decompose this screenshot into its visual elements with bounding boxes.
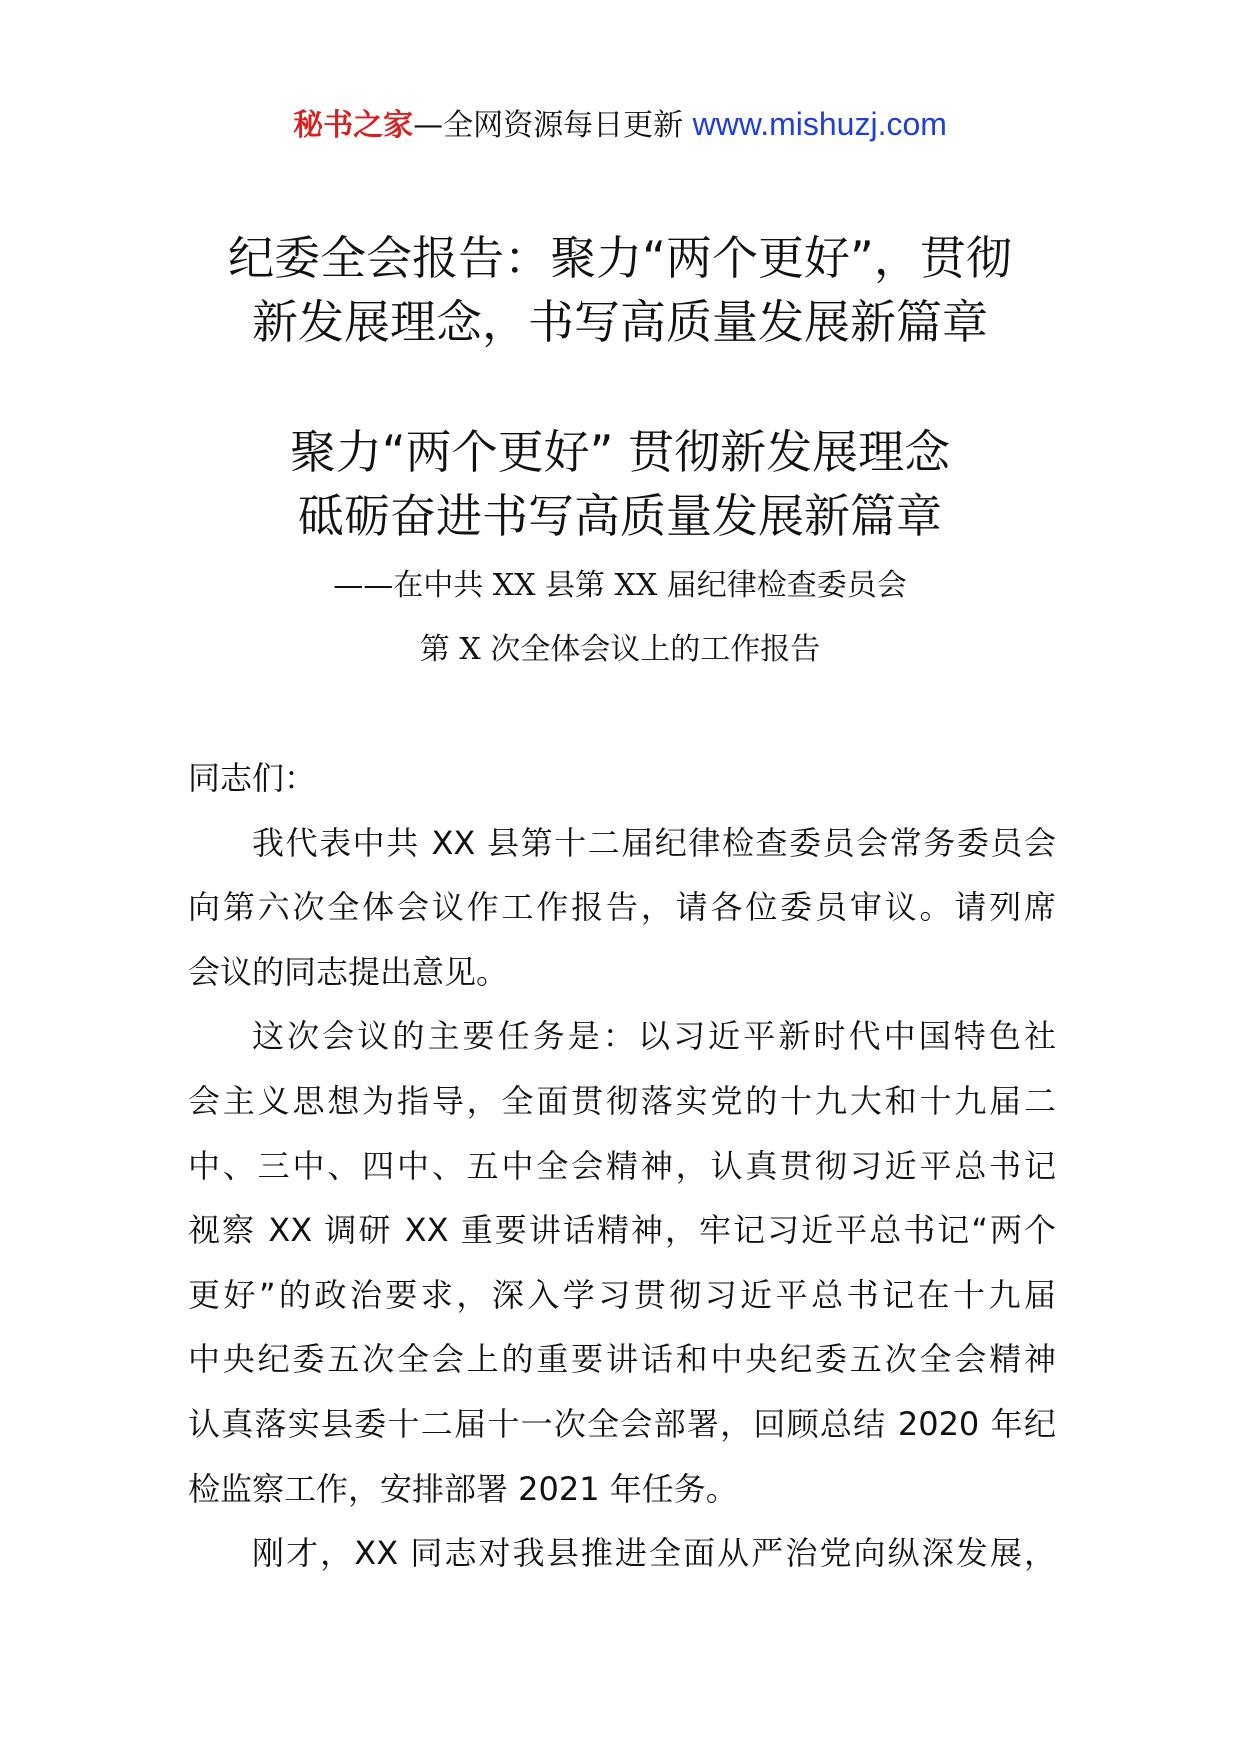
paragraph-line: 这次会议的主要任务是：以习近平新时代中国特色社 xyxy=(252,1017,1056,1056)
paragraph-line: 中、三中、四中、五中全会精神，认真贯彻习近平总书记 xyxy=(188,1146,1056,1185)
brand-name: 秘书之家 xyxy=(293,108,414,143)
paragraph-line: 我代表中共 XX 县第十二届纪律检查委员会常务委员会 xyxy=(252,823,1056,862)
report-title-line: 聚力“两个更好” 贯彻新发展理念 xyxy=(289,425,951,479)
paragraph-line: 更好”的政治要求，深入学习贯彻习近平总书记在十九届 xyxy=(188,1275,1056,1314)
report-title-line: 砥砺奋进书写高质量发展新篇章 xyxy=(298,489,942,543)
paragraph-line: 视察 XX 调研 XX 重要讲话精神，牢记习近平总书记“两个 xyxy=(188,1211,1056,1250)
subtitle-line: 第 X 次全体会议上的工作报告 xyxy=(419,632,821,667)
site-url-link[interactable]: www.mishuzj.com xyxy=(692,106,947,142)
report-body xyxy=(188,746,1056,1586)
document-title xyxy=(180,226,1060,354)
document-title-line: 纪委全会报告：聚力“两个更好”，贯彻 xyxy=(228,231,1012,285)
subtitle-line: ——在中共 XX 县第 XX 届纪律检查委员会 xyxy=(333,568,907,603)
site-banner xyxy=(0,104,1240,146)
banner-tagline: —全网资源每日更新 xyxy=(413,108,693,143)
paragraph-line: 检监察工作，安排部署 2021 年任务。 xyxy=(188,1469,738,1508)
paragraph-line: 刚才，XX 同志对我县推进全面从严治党向纵深发展， xyxy=(252,1534,1056,1573)
document-title-line: 新发展理念，书写高质量发展新篇章 xyxy=(252,295,988,349)
paragraph-line: 会议的同志提出意见。 xyxy=(188,952,509,991)
paragraph-line: 向第六次全体会议作工作报告，请各位委员审议。请列席 xyxy=(188,888,1056,927)
paragraph-line: 中央纪委五次全会上的重要讲话和中央纪委五次全会精神 xyxy=(188,1340,1056,1379)
paragraph-line: 会主义思想为指导，全面贯彻落实党的十九大和十九届二 xyxy=(188,1081,1056,1120)
report-subtitle xyxy=(180,554,1060,682)
report-title xyxy=(180,420,1060,548)
salutation: 同志们： xyxy=(188,759,317,797)
paragraph-line: 认真落实县委十二届十一次全会部署，回顾总结 2020 年纪 xyxy=(188,1404,1056,1443)
